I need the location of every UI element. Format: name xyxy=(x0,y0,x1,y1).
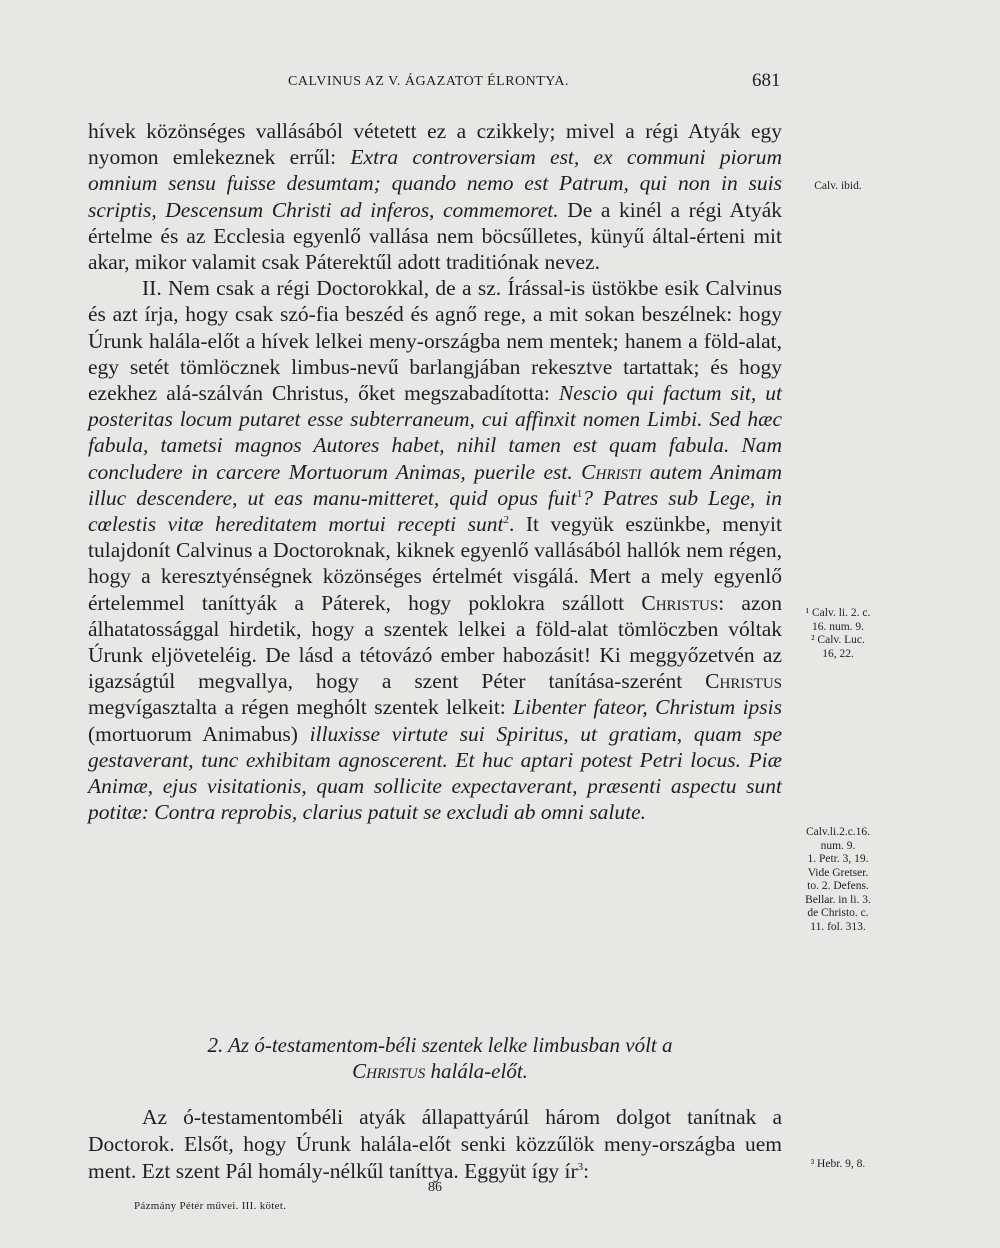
margin-note: Bellar. in li. 3. xyxy=(805,893,871,906)
text-run: II. Nem csak a régi Doctorokkal, de a sz. Írással-is üstökbe esik Calvinus és azt írja, hogy csak szó-fia beszéd és agnő rege, a mit sokan beszélnek: hogy Úrunk halála-előt a hívek lelkei meny-országba nem mentek; hanem a föld-alat, egy setét tömlöcznek limbus-nevű barlangjában rekesztve tartattak; és hogy ezekhez alá-szálván Christus, őket megszabadította: xyxy=(88,276,782,406)
margin-note: Calv.li.2.c.16. xyxy=(805,826,871,838)
signature-number: 86 xyxy=(428,1180,442,1195)
latin-quote: ? Patres sub Lege, in cœlestis vitæ hereditatem mortui recepti sunt xyxy=(88,485,782,537)
footnote-mark: 3 xyxy=(577,1160,584,1173)
text-run: . It vegyük eszünkbe, menyit tulajdonít Calvinus a Doctoroknak, kiknek egyenlő vallásából hallók nem régen, hogy a keresztyénségnek közönséges értelmét visgálá. Mert a mely egyenlő értelemmel taníttyák a Páterek, hogy poklokra szállott xyxy=(88,512,782,615)
margin-note: 16. num. 9. xyxy=(811,620,865,633)
text-run: : xyxy=(583,1159,590,1183)
running-head: CALVINUS AZ V. ÁGAZATOT ÉLRONTYA. xyxy=(288,74,569,89)
text-run: megvígasztalta a régen meghólt szentek lelkeit: xyxy=(88,695,514,720)
page-number: 681 xyxy=(752,70,781,91)
text-run: : azon álhatatossággal hirdetik, hogy a szentek lelkei a föld-alat tömlöczben vóltak Úrunk eljöveteléig. De lásd a tétovázó ember habozásit! Ki meggyőzetvén az igazságtúl megvallya, hogy a szent Péter tanítása-szerént xyxy=(88,590,782,694)
latin-quote: autem Animam illuc descendere, ut eas manu-mitteret, quid opus fuit xyxy=(88,459,782,510)
margin-note: to. 2. Defens. xyxy=(807,880,869,892)
margin-note-group xyxy=(788,607,888,661)
margin-note: ³ Hebr. 9, 8. xyxy=(810,1158,866,1170)
heading-line: 2. Az ó-testamentom-béli szentek lelke limbusban vólt a xyxy=(207,1033,673,1057)
imprint-line: Pázmány Péter művei. III. kötet. xyxy=(134,1200,287,1212)
small-caps-name: Christus xyxy=(705,669,782,694)
small-caps-name: Christi xyxy=(581,459,642,484)
margin-note: Vide Gretser. xyxy=(807,866,869,879)
margin-note-group xyxy=(788,826,888,934)
text-run: Az ó-testamentombéli atyák állapattyárúl három dolgot tanítnak a Doctorok. Elsőt, hogy Úrunk halála-előt senki közzűlök meny-országba uem ment. Ezt szent Pál homály-nélkűl taníttya. Eggyüt így ír xyxy=(88,1105,782,1183)
latin-quote: Nescio qui factum sit, ut posteritas locum putaret esse subterraneum, cui affinxit nomen Limbi. Sed hæc fabula, tametsi magnos Autores habet, nihil tamen est quam fabula. Nam concludere in carcere Mortuorum Animas, puerile est. xyxy=(88,381,782,484)
latin-quote: Extra controversiam est, ex communi piorum omnium sensu fuisse desumtam; quando nemo est Patrum, qui non in suis scriptis, Descensum Christi ad inferos, commemoret. xyxy=(88,145,782,222)
margin-note: 11. fol. 313. xyxy=(810,920,866,933)
paragraph-1 xyxy=(88,118,782,275)
margin-note: 16, 22. xyxy=(822,647,854,660)
small-caps-name: Christus xyxy=(352,1059,426,1083)
section-heading xyxy=(150,1032,730,1084)
text-run: halála-előt. xyxy=(425,1059,528,1083)
margin-note: ¹ Calv. li. 2. c. xyxy=(805,607,871,619)
text-run: De a kinél a régi Atyák értelme és az Ecclesia egyenlő vallása nem böcsűlletes, künyű által-érteni mit akar, mikor valamit csak Páterektűl adott traditiónak nevez. xyxy=(88,197,782,275)
section-text xyxy=(88,1104,782,1185)
margin-note: ² Calv. Luc. xyxy=(811,634,865,646)
margin-note: de Christo. c. xyxy=(807,907,869,919)
small-caps-name: Christus xyxy=(641,590,719,615)
text-run: hívek közönséges vallásából vétetett ez a czikkely; mivel a régi Atyák egy nyomon emlekeznek errűl: xyxy=(88,119,782,170)
text-run: (mortuorum Animabus) xyxy=(88,721,310,746)
latin-quote: illuxisse virtute sui Spiritus, ut gratiam, quam spe gestaverant, tunc exhibitam agnoscerent. Et huc aptari potest Petri locus. Piæ Animæ, ejus visitationis, quam sollicite expectaverant, præsenti aspectu sunt potitæ: Contra reprobis, clarius patuit se excludi ab omni salute. xyxy=(88,721,782,825)
margin-note: Calv. ibid. xyxy=(814,180,862,192)
footnote-mark: 2 xyxy=(503,513,509,526)
margin-note: 1. Petr. 3, 19. xyxy=(807,853,869,865)
margin-note: num. 9. xyxy=(820,839,856,852)
main-text xyxy=(88,118,782,825)
heading-line xyxy=(150,1058,730,1084)
latin-quote: Libenter fateor, Christum ipsis xyxy=(513,695,783,720)
paragraph-3 xyxy=(88,1104,782,1185)
footnote-mark: 1 xyxy=(576,487,583,500)
paragraph-2 xyxy=(88,275,782,825)
